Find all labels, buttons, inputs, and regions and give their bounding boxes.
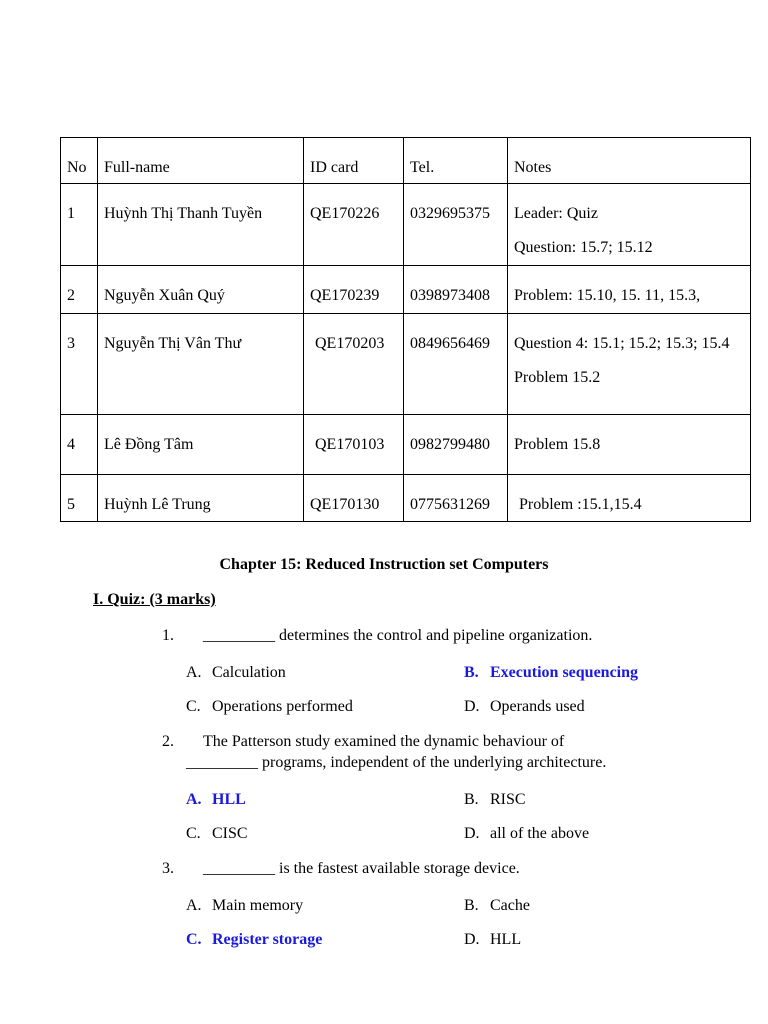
table-row bbox=[61, 266, 751, 314]
row-note: Question 4: 15.1; 15.2; 15.3; 15.4 bbox=[514, 335, 730, 352]
row-tel: 0329695375 bbox=[410, 205, 490, 222]
row-no: 2 bbox=[67, 287, 75, 304]
question-number: 3. bbox=[162, 860, 174, 877]
row-no: 4 bbox=[67, 436, 75, 453]
row-name: Nguyễn Thị Vân Thư bbox=[104, 335, 242, 352]
table-row bbox=[61, 415, 751, 475]
question-3 bbox=[162, 858, 520, 879]
row-note: Problem :15.1,15.4 bbox=[519, 496, 642, 513]
row-id: QE170226 bbox=[310, 205, 380, 222]
row-no: 5 bbox=[67, 496, 75, 513]
row-note: Problem 15.8 bbox=[514, 436, 601, 453]
row-id: QE170103 bbox=[315, 436, 385, 453]
question-text: _________ is the fastest available storage device. bbox=[203, 860, 520, 877]
header-full-name: Full-name bbox=[98, 138, 304, 184]
question-2 bbox=[162, 731, 564, 752]
row-tel: 0849656469 bbox=[410, 335, 490, 352]
option-b: B. RISC bbox=[464, 791, 526, 808]
row-tel: 0398973408 bbox=[410, 287, 490, 304]
row-name: Huỳnh Thị Thanh Tuyền bbox=[104, 205, 263, 222]
question-text: The Patterson study examined the dynamic behaviour of bbox=[203, 733, 565, 750]
option-a: A. Calculation bbox=[186, 664, 286, 681]
table-row bbox=[61, 184, 751, 266]
row-note: Problem: 15.10, 15. 11, 15.3, bbox=[514, 287, 701, 304]
question-text: _________ determines the control and pipeline organization. bbox=[203, 627, 593, 644]
member-table bbox=[60, 137, 751, 522]
header-tel: Tel. bbox=[404, 138, 508, 184]
table-row bbox=[61, 475, 751, 522]
question-number: 1. bbox=[162, 627, 174, 644]
chapter-title: Chapter 15: Reduced Instruction set Computers bbox=[219, 556, 549, 573]
row-note: Problem 15.2 bbox=[514, 369, 601, 386]
header-id-card: ID card bbox=[304, 138, 404, 184]
section-title: I. Quiz: (3 marks) bbox=[93, 591, 216, 608]
option-d: D. HLL bbox=[464, 931, 522, 948]
option-b-correct: B. Execution sequencing bbox=[464, 664, 639, 681]
row-id: QE170203 bbox=[315, 335, 385, 352]
question-text-continued: _________ programs, independent of the underlying architecture. bbox=[186, 754, 607, 771]
option-c-correct: C. Register storage bbox=[186, 931, 323, 948]
table-header-row bbox=[61, 138, 751, 184]
row-note: Leader: Quiz bbox=[514, 205, 598, 222]
option-a-correct: A. HLL bbox=[186, 791, 246, 808]
question-1 bbox=[162, 625, 592, 646]
header-no: No bbox=[61, 138, 98, 184]
row-tel: 0775631269 bbox=[410, 496, 490, 513]
option-b: B. Cache bbox=[464, 897, 530, 914]
option-c: C. Operations performed bbox=[186, 698, 353, 715]
option-d: D. Operands used bbox=[464, 698, 585, 715]
row-name: Huỳnh Lê Trung bbox=[104, 496, 211, 513]
row-tel: 0982799480 bbox=[410, 436, 490, 453]
row-name: Nguyễn Xuân Quý bbox=[104, 287, 225, 304]
row-no: 3 bbox=[67, 335, 75, 352]
row-id: QE170130 bbox=[310, 496, 380, 513]
table-row bbox=[61, 314, 751, 415]
row-name: Lê Đồng Tâm bbox=[104, 436, 194, 453]
question-number: 2. bbox=[162, 733, 174, 750]
option-d: D. all of the above bbox=[464, 825, 590, 842]
option-c: C. CISC bbox=[186, 825, 248, 842]
option-a: A. Main memory bbox=[186, 897, 304, 914]
row-id: QE170239 bbox=[310, 287, 380, 304]
row-note: Question: 15.7; 15.12 bbox=[514, 239, 653, 256]
row-no: 1 bbox=[67, 205, 75, 222]
header-notes: Notes bbox=[508, 138, 751, 184]
